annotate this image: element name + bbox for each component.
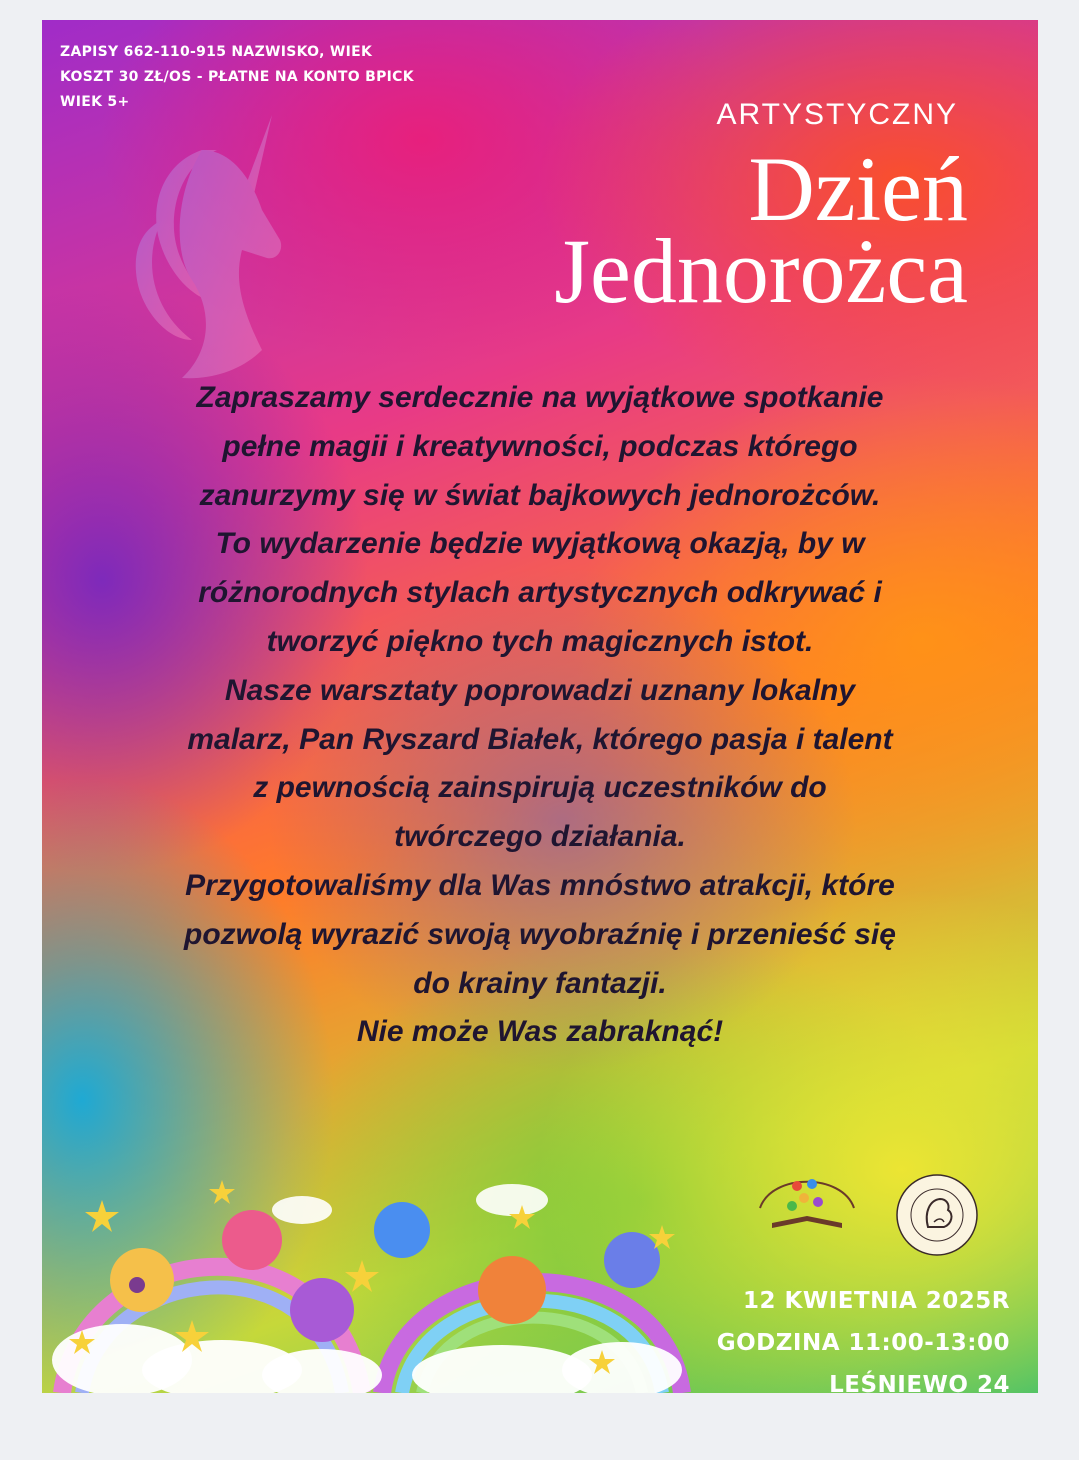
book-people-logo-icon <box>752 1168 862 1238</box>
cost-line: KOSZT 30 ZŁ/OS - PŁATNE NA KONTO BPICK <box>60 69 414 85</box>
event-location: LEŚNIEWO 24 <box>829 1372 1010 1393</box>
text-line: pełne magii i kreatywności, podczas którego <box>222 429 858 463</box>
text-line: Przygotowaliśmy dla Was mnóstwo atrakcji, które <box>185 868 895 902</box>
text-line: Zapraszamy serdecznie na wyjątkowe spotkanie <box>196 381 884 414</box>
title-line-1: Dzień <box>748 138 968 240</box>
cartoon-unicorns-illustration <box>42 1170 702 1393</box>
title-line-2: Jednorożca <box>554 220 968 322</box>
text-line: różnorodnych stylach artystycznych odkrywać i <box>198 576 882 610</box>
text-line: z pewnością zainspirują uczestników do <box>253 771 827 805</box>
text-line: malarz, Pan Ryszard Białek, którego pasja i talent <box>187 722 893 756</box>
text-line: Nie może Was zabraknąć! <box>356 1015 724 1049</box>
text-line: Nasze warsztaty poprowadzi uznany lokalny <box>224 673 856 707</box>
invitation-text <box>102 374 978 1057</box>
text-line: To wydarzenie będzie wyjątkową okazją, by w <box>215 527 865 561</box>
unicorn-head-icon <box>122 110 302 390</box>
event-date: 12 KWIETNIA 2025R <box>742 1288 1010 1314</box>
hippotherapy-center-logo-icon <box>894 1172 980 1258</box>
text-line: pozwolą wyrazić swoją wyobraźnię i przenieść się <box>184 917 896 951</box>
event-time: GODZINA 11:00-13:00 <box>716 1330 1010 1356</box>
registration-info <box>60 40 414 115</box>
event-details <box>717 1280 1010 1393</box>
text-line: tworzyć piękno tych magicznych istot. <box>266 624 814 658</box>
page-title <box>554 138 968 322</box>
event-poster <box>42 20 1038 1393</box>
text-line: zanurzymy się w świat bajkowych jednorożców. <box>199 478 881 512</box>
age-line: WIEK 5+ <box>60 94 130 110</box>
text-line: do krainy fantazji. <box>413 966 667 1000</box>
title-subheading: ARTYSTYCZNY <box>716 98 958 131</box>
text-line: twórczego działania. <box>394 820 686 854</box>
registration-line: ZAPISY 662-110-915 NAZWISKO, WIEK <box>60 44 373 60</box>
